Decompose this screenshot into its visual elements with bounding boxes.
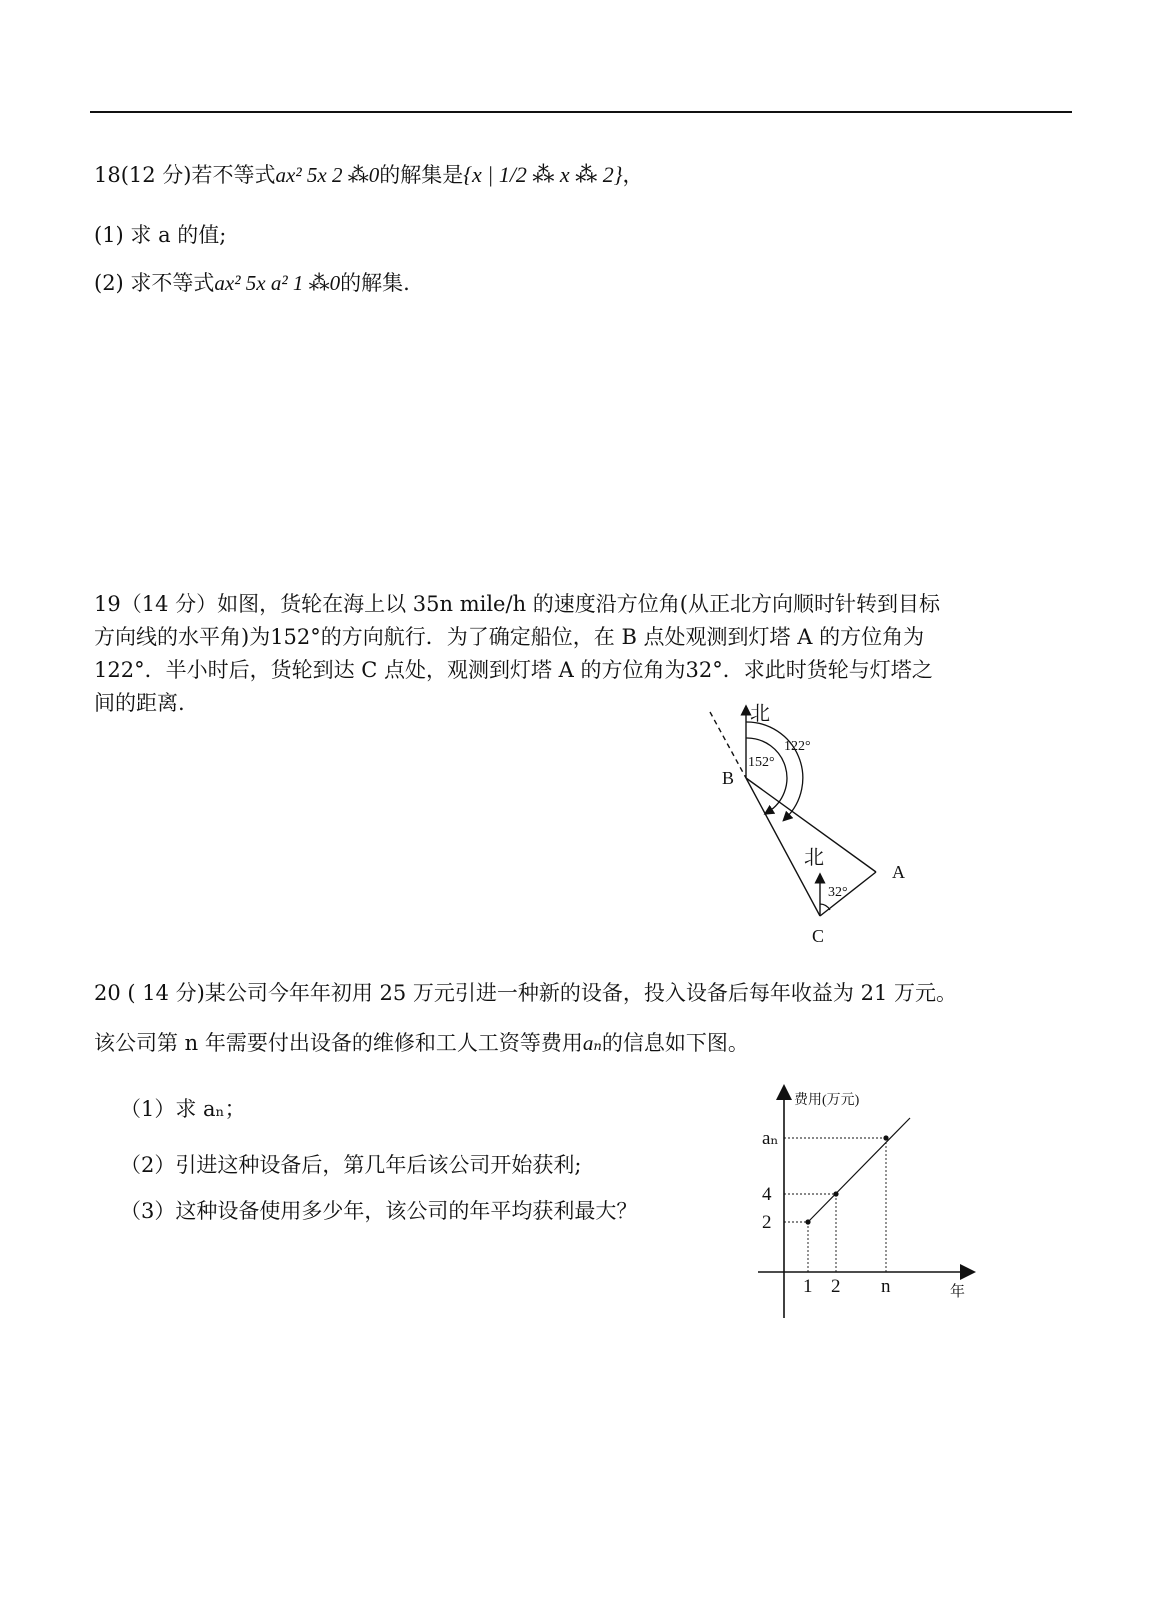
q19-line3: 122°．半小时后，货轮到达 C 点处，观测到灯塔 A 的方位角为32°．求此时货轮与灯塔之 [94,658,933,682]
north-label-c: 北 [804,847,824,869]
q20-part3: （3）这种设备使用多少年，该公司的年平均获利最大？ [120,1199,638,1223]
north-label-top: 北 [750,703,770,725]
q18-part2-suffix: 的解集. [340,271,410,295]
y-tick-label-0: 2 [762,1212,772,1233]
q20-cost-chart [750,1080,990,1330]
angle-122-label: 122° [784,739,811,754]
q19-line4: 间的距离. [94,691,185,715]
data-point-2 [883,1135,888,1140]
y-axis-label: 费用(万元) [794,1093,860,1108]
q18-stem-mid: 的解集是 [379,163,464,187]
point-a-label: A [892,862,905,882]
q18-part2-prefix: (2) 求不等式 [94,271,215,295]
q18-stem-prefix: 18(12 分)若不等式 [94,163,276,187]
trend-line [808,1118,910,1222]
point-c-label: C [812,926,825,946]
q20-line1: 20 ( 14 分)某公司今年年初用 25 万元引进一种新的设备，投入设备后每年收益为 21 万元。 [94,981,957,1005]
q18-stem-suffix: ， [622,163,644,187]
q19-line1: 19（14 分）如图，货轮在海上以 35n mile/h 的速度沿方位角(从正北方向顺时针转到目标 [94,592,940,616]
q20-part2: （2）引进这种设备后，第几年后该公司开始获利; [120,1153,582,1177]
q18-part1: (1) 求 a 的值; [94,223,227,247]
point-b-label: B [722,768,735,788]
x-tick-label-0: 1 [803,1276,813,1297]
data-point-1 [833,1191,838,1196]
x-tick-label-2: n [881,1276,891,1297]
q18-part2 [94,268,410,298]
y-tick-label-1: 4 [762,1184,772,1205]
angle-32-label: 32° [828,885,848,900]
q20-line2-prefix: 该公司第 n 年需要付出设备的维修和工人工资等费用 [94,1031,583,1055]
q18-inequality: ax² 5x 2 ⁂0 [275,163,380,187]
x-tick-label-1: 2 [831,1276,841,1297]
x-axis-label: 年 [950,1284,966,1300]
y-tick-label-2: aₙ [762,1128,779,1149]
q20-an-variable: aₙ [582,1031,602,1055]
arc-152 [746,738,787,812]
q19-line2: 方向线的水平角)为152°的方向航行．为了确定船位，在 B 点处观测到灯塔 A 的方位角为 [94,625,925,649]
q20-part1: （1）求 aₙ； [120,1097,246,1121]
q18-solution-set: {x | 1/2 ⁂ x ⁂ 2} [463,162,623,187]
header-rule [90,111,1072,113]
q20-line2 [94,1028,749,1058]
angle-152-label: 152° [748,755,775,770]
q18-stem [94,160,644,190]
q18-part2-inequality: ax² 5x a² 1 ⁂0 [214,271,341,295]
q20-line2-suffix: 的信息如下图。 [601,1031,749,1055]
data-point-0 [805,1219,810,1224]
q19-bearing-diagram [700,700,940,950]
